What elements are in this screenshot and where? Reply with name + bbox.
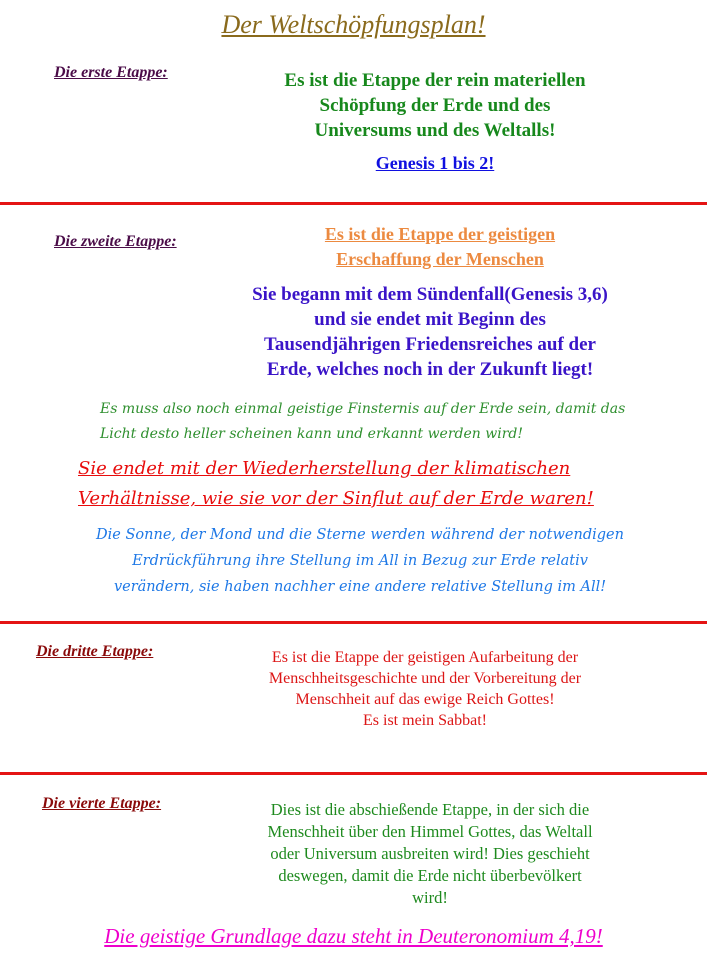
text-line: wird! <box>412 888 448 907</box>
deuteronomium-link[interactable]: Die geistige Grundlage dazu steht in Deuteronomium 4,19! <box>104 924 603 948</box>
stage2-heading <box>250 222 630 272</box>
text-line: Es ist mein Sabbat! <box>363 712 487 729</box>
text-line: Licht desto heller scheinen kann und erkannt werden wird! <box>100 426 523 442</box>
title-text: Der Weltschöpfungsplan! <box>221 10 486 39</box>
stage3-label: Die dritte Etappe: <box>36 643 154 660</box>
stage1-label: Die erste Etappe: <box>54 64 168 81</box>
text-line: Erdrückführung ihre Stellung im All in Bezug zur Erde relativ <box>132 553 588 569</box>
text-line: Es ist die Etappe der rein materiellen <box>284 70 586 91</box>
divider <box>0 621 707 624</box>
text-line: Universums und des Weltalls! <box>314 120 556 141</box>
stage2-green-note <box>100 397 625 447</box>
text-line: Menschheitsgeschichte und der Vorbereitung der <box>268 670 582 687</box>
stage4-label: Die vierte Etappe: <box>42 795 162 812</box>
stage2-body <box>180 282 680 382</box>
divider <box>0 202 707 205</box>
text-line: Erschaffung der Menschen <box>336 249 544 269</box>
text-line: Es ist die Etappe der geistigen Aufarbeitung der <box>271 649 579 666</box>
stage3-text <box>200 647 650 731</box>
stage1-text <box>210 68 660 143</box>
text-line: Verhältnisse, wie sie vor der Sinflut auf der Erde waren! <box>78 488 594 509</box>
text-line: Die Sonne, der Mond und die Sterne werden während der notwendigen <box>96 527 624 543</box>
stage4-text <box>200 799 660 909</box>
divider <box>0 772 707 775</box>
text-line: deswegen, damit die Erde nicht überbevölkert <box>278 866 582 885</box>
page-title <box>0 10 707 40</box>
text-line: Sie endet mit der Wiederherstellung der klimatischen <box>78 458 571 479</box>
text-line: Es ist die Etappe der geistigen <box>324 224 556 244</box>
text-line: Erde, welches noch in der Zukunft liegt! <box>266 359 594 380</box>
text-line: Menschheit auf das ewige Reich Gottes! <box>295 691 555 708</box>
stage2-label: Die zweite Etappe: <box>54 233 177 250</box>
text-line: Tausendjährigen Friedensreiches auf der <box>264 334 596 355</box>
text-line: und sie endet mit Beginn des <box>314 309 546 330</box>
text-line: Menschheit über den Himmel Gottes, das Weltall <box>267 822 593 841</box>
text-line: Es muss also noch einmal geistige Finsternis auf der Erde sein, damit das <box>100 401 626 417</box>
text-line: oder Universum ausbreiten wird! Dies geschieht <box>270 844 590 863</box>
text-line: Schöpfung der Erde und des <box>319 95 551 116</box>
text-line: verändern, sie haben nachher eine andere relative Stellung im All! <box>113 579 607 595</box>
stage2-blue-note <box>60 522 660 600</box>
text-line: Sie begann mit dem Sündenfall(Genesis 3,6) <box>252 284 608 305</box>
genesis-link[interactable]: Genesis 1 bis 2! <box>375 153 495 173</box>
stage2-red-note <box>78 454 594 514</box>
text-line: Dies ist die abschießende Etappe, in der sich die <box>270 800 590 819</box>
